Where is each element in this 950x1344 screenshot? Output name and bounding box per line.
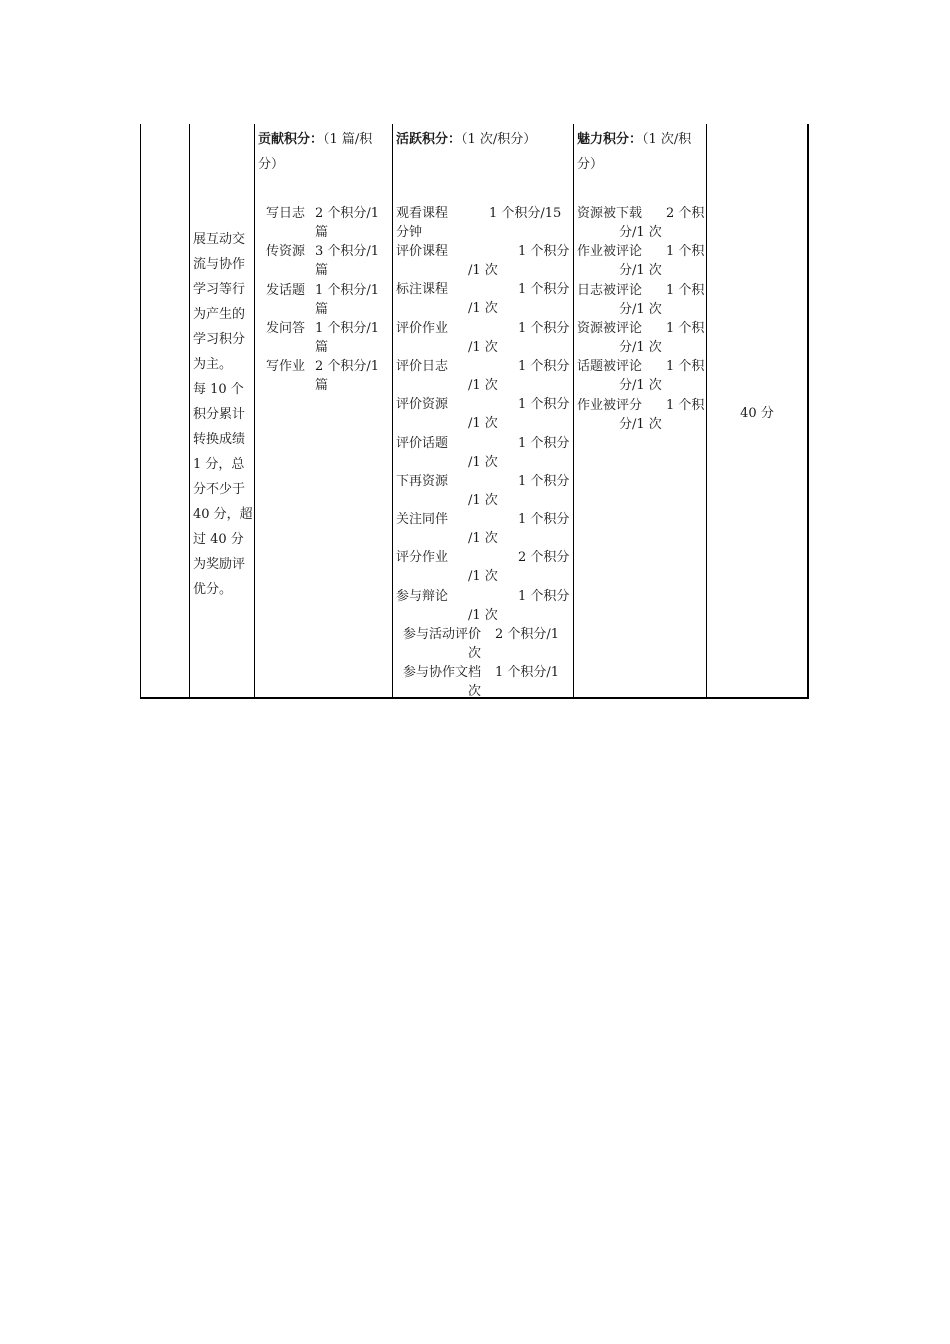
activity-extra-item-name: 参与活动评价 bbox=[403, 627, 482, 642]
charm-item-value: 1 个积 bbox=[666, 244, 705, 260]
activity-title: 活跃积分： bbox=[396, 132, 462, 147]
activity-item-value: 1 个积分 bbox=[518, 320, 570, 336]
activity-item-value: 1 个积分 bbox=[518, 244, 570, 259]
charm-item bbox=[577, 396, 705, 434]
charm-item-per: 分/1 次 bbox=[619, 378, 662, 394]
scoring-table bbox=[140, 124, 808, 699]
activity-item-name: 评分作业 bbox=[396, 550, 449, 566]
charm-cell bbox=[574, 124, 706, 699]
charm-item-per: 分/1 次 bbox=[619, 225, 662, 240]
empty-cell bbox=[141, 124, 189, 699]
contribution-unit: （1 篇/积分） bbox=[258, 132, 373, 172]
activity-extra-item bbox=[403, 663, 571, 701]
activity-item-value: 1 个积分 bbox=[518, 358, 570, 374]
activity-item-per: /1 次 bbox=[468, 263, 498, 278]
activity-item-value: 1 个积分 bbox=[518, 282, 570, 298]
activity-item-value: 1 个积分 bbox=[518, 435, 570, 451]
activity-item-per: /1 次 bbox=[468, 492, 498, 508]
charm-item-name: 资源被评论 bbox=[577, 320, 643, 336]
activity-item-value: 2 个积分 bbox=[518, 550, 570, 566]
activity-item bbox=[396, 472, 571, 510]
contribution-header bbox=[258, 127, 389, 177]
charm-item-per: 分/1 次 bbox=[619, 339, 662, 355]
activity-extra-item bbox=[403, 625, 571, 663]
charm-item-value: 1 个积 bbox=[666, 282, 705, 298]
total-score: 40 分 bbox=[740, 406, 774, 421]
contribution-item bbox=[266, 357, 390, 395]
charm-unit: （1 次/积分） bbox=[577, 132, 692, 172]
charm-item bbox=[577, 357, 705, 395]
charm-item-name: 日志被评论 bbox=[577, 282, 643, 298]
activity-item-name: 观看课程 bbox=[396, 206, 449, 221]
contribution-item bbox=[266, 242, 390, 280]
activity-item-per: /1 次 bbox=[468, 569, 498, 585]
activity-item-name: 参与辩论 bbox=[396, 588, 449, 604]
charm-item-value: 1 个积 bbox=[666, 320, 705, 336]
charm-item-per: 分/1 次 bbox=[619, 416, 662, 432]
contribution-item-value: 3 个积分/1 篇 bbox=[315, 244, 380, 279]
charm-item-per: 分/1 次 bbox=[619, 263, 662, 279]
contribution-item bbox=[266, 319, 390, 357]
activity-item-name: 下再资源 bbox=[396, 473, 449, 489]
charm-item-name: 作业被评论 bbox=[577, 244, 643, 260]
contribution-title: 贡献积分： bbox=[258, 132, 324, 147]
charm-item-name: 作业被评分 bbox=[577, 397, 643, 413]
charm-item bbox=[577, 204, 705, 242]
activity-item-name: 评价日志 bbox=[396, 358, 449, 374]
activity-item bbox=[396, 510, 571, 548]
contribution-item-name: 传资源 bbox=[266, 244, 306, 260]
contribution-item-name: 发话题 bbox=[266, 282, 306, 298]
activity-extra-item-value: 1 个积分/1 bbox=[495, 665, 560, 681]
activity-extra-item-value: 2 个积分/1 bbox=[495, 627, 560, 642]
activity-item-per: /1 次 bbox=[468, 377, 498, 393]
activity-item bbox=[396, 319, 571, 357]
activity-item-per: /1 次 bbox=[468, 301, 498, 317]
activity-extra-item-per: 次 bbox=[468, 684, 482, 700]
activity-item-value: 1 个积分 bbox=[518, 473, 570, 489]
activity-item bbox=[396, 434, 571, 472]
activity-header bbox=[396, 127, 570, 152]
contribution-item bbox=[266, 204, 390, 242]
description-cell bbox=[190, 124, 254, 699]
activity-extra-item-name: 参与协作文档 bbox=[403, 665, 482, 681]
activity-item bbox=[396, 548, 571, 586]
contribution-item-name: 写日志 bbox=[266, 206, 306, 221]
activity-item-per: /1 次 bbox=[468, 454, 498, 470]
activity-item-name: 评价资源 bbox=[396, 397, 449, 413]
charm-header bbox=[577, 127, 703, 177]
activity-extra-item-per: 次 bbox=[468, 646, 482, 661]
charm-item bbox=[577, 242, 705, 280]
activity-item bbox=[396, 587, 571, 625]
contribution-item-value: 2 个积分/1 篇 bbox=[315, 206, 380, 240]
activity-cell bbox=[393, 124, 573, 699]
charm-item-value: 1 个积 bbox=[666, 397, 705, 413]
activity-item-per: /1 次 bbox=[468, 416, 498, 432]
activity-item bbox=[396, 357, 571, 395]
activity-item-value: 1 个积分 bbox=[518, 512, 570, 528]
contribution-item-value: 2 个积分/1 篇 bbox=[315, 359, 380, 394]
activity-unit: （1 次/积分） bbox=[461, 132, 537, 147]
charm-item-per: 分/1 次 bbox=[619, 301, 662, 317]
activity-item-name: 评价作业 bbox=[396, 320, 449, 336]
table-border bbox=[807, 124, 809, 699]
charm-item bbox=[577, 319, 705, 357]
charm-title: 魅力积分： bbox=[577, 132, 643, 147]
charm-item-name: 资源被下载 bbox=[577, 206, 643, 221]
total-cell bbox=[707, 124, 807, 699]
activity-item-per: /1 次 bbox=[468, 607, 498, 623]
activity-item-name: 评价课程 bbox=[396, 244, 449, 259]
contribution-item-name: 发问答 bbox=[266, 320, 306, 336]
activity-item-name: 评价话题 bbox=[396, 435, 449, 451]
charm-item bbox=[577, 281, 705, 319]
contribution-item-name: 写作业 bbox=[266, 359, 306, 375]
activity-item bbox=[396, 395, 571, 433]
activity-item-value: 1 个积分 bbox=[518, 588, 570, 604]
contribution-item-value: 1 个积分/1 篇 bbox=[315, 282, 380, 317]
activity-item-value: 1 个积分/15 bbox=[489, 206, 562, 221]
charm-item-name: 话题被评论 bbox=[577, 359, 643, 375]
charm-item-value: 2 个积 bbox=[666, 206, 705, 221]
activity-item-value: 1 个积分 bbox=[518, 397, 570, 413]
contribution-item-value: 1 个积分/1 篇 bbox=[315, 320, 380, 355]
activity-item-name: 关注同伴 bbox=[396, 512, 449, 528]
description-text: 展互动交 流与协作 学习等行 为产生的 学习积分 为主。 每 10 个 积分累计 转换成绩 1 分，总 分不少于 40 分，超 过 40 分 为奖励评 优分。 bbox=[193, 232, 253, 597]
activity-item-per: /1 次 bbox=[468, 339, 498, 355]
charm-item-value: 1 个积 bbox=[666, 359, 705, 375]
activity-item-per: /1 次 bbox=[468, 531, 498, 547]
activity-item bbox=[396, 280, 571, 318]
activity-item-name: 标注课程 bbox=[396, 282, 449, 298]
contribution-cell bbox=[255, 124, 392, 699]
activity-item-value-cont: 分钟 bbox=[396, 225, 423, 240]
activity-item bbox=[396, 242, 571, 280]
contribution-item bbox=[266, 281, 390, 319]
